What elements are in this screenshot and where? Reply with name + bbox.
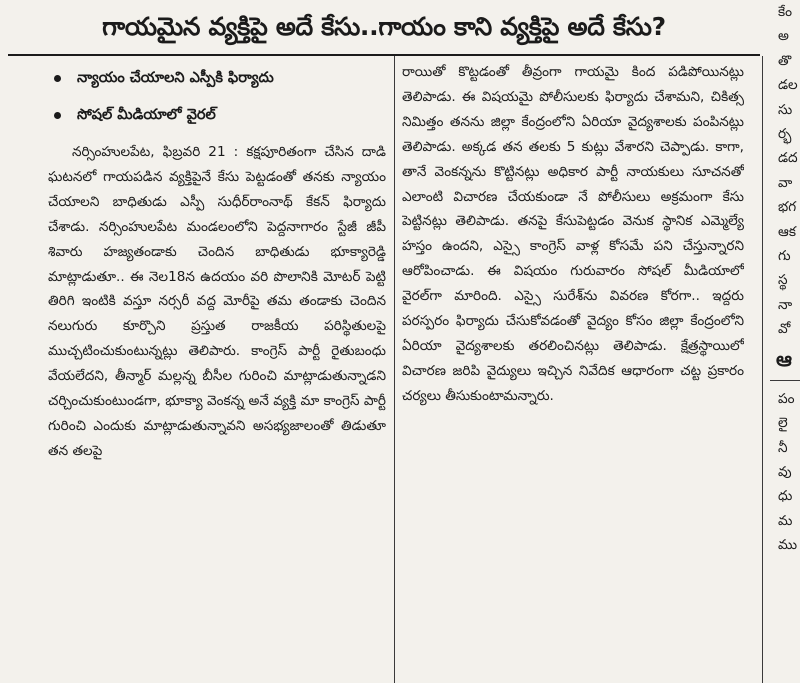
subhead-2 — [48, 97, 386, 134]
side-line: ర్భ — [778, 126, 792, 143]
column-divider-right — [762, 56, 763, 683]
headline-rule — [8, 54, 760, 56]
side-line: ధు — [778, 488, 793, 505]
side-line: వు — [778, 463, 792, 480]
subhead-1-text: న్యాయం చేయాలని ఎస్పీకి ఫిర్యాదు — [77, 70, 274, 87]
bullet-icon — [54, 112, 61, 119]
side-line: వో — [778, 321, 791, 338]
article-column-1 — [48, 60, 386, 683]
side-line: మ — [778, 512, 793, 529]
side-heading: ఆ — [776, 346, 792, 371]
side-line: నీ — [778, 439, 788, 456]
article-text-col1: నర్సింహులపేట, ఫిబ్రవరి 21 : కక్షపూరితంగా చేసిన దాడి ఘటనలో గాయపడిన వ్యక్తిపైనే కేసు పెట్టడంతో తనకు న్యాయం చేయాలని బాధితుడు ఎస్పీ సుధీర్‌రాంనాథ్ కేకన్ ఫిర్యాదు చేశాడు. నర్సింహులపేట మండలంలోని పెద్దనాగారం స్టేజీ జీపీ శివారు హజ్యతండాకు చెందిన బాధితుడు భూక్యారెడ్డి మాట్లాడుతూ.. ఈ నెల18న ఉదయం వరి పొలానికి మోటర్ పెట్టి తిరిగి ఇంటికి వస్తూ నర్సరీ వద్ద మోరీపై తమ తండాకు చెందిన నలుగురు కూర్చొని ప్రస్తుత రాజకీయ పరిస్థితులపై ముచ్చటించుకుంటున్నట్లు తెలిపారు. కాంగ్రెస్ పార్టీ రైతుబంధు వేయలేదని, తీన్మార్ మల్లన్న బీసీల గురించి మాట్లాడుతున్నాడని చర్చించుకుంటుండగా, భూక్యా వెంకన్న అనే వ్యక్తి మా కాంగ్రెస్ పార్టీ గురించి ఎందుకు మాట్లాడుతున్నావని అసభ్యజాలంతో తిడుతూ తన తలపై — [48, 144, 386, 459]
side-line: ము — [778, 537, 798, 554]
headline: గాయమైన వ్యక్తిపై అదే కేసు..గాయం కాని వ్యక్తిపై అదే కేసు? — [102, 12, 666, 41]
side-rule — [770, 380, 800, 381]
side-line: స్థ — [778, 272, 788, 289]
side-line: పం — [778, 390, 795, 407]
side-line: సు — [778, 101, 793, 118]
side-line: కేం — [778, 4, 792, 20]
column-divider — [394, 56, 395, 683]
side-line: భగ — [778, 199, 797, 216]
subhead-2-text: సోషల్ మీడియాలో వైరల్ — [77, 107, 216, 124]
article-text-col2: రాయితో కొట్టడంతో తీవ్రంగా గాయమై కింద పడిపోయినట్లు తెలిపాడు. ఈ విషయమై పోలీసులకు ఫిర్యాదు చేశామని, చికిత్స నిమిత్తం తనను జిల్లా కేంద్రంలోని ఏరియా వైద్యశాలకు పంపినట్లు తెలిపాడు. అక్కడ తన తలకు 5 కుట్లు వేశారని చెప్పాడు. కాగా, తానే వెంకన్నను కొట్టినట్లు అధికార పార్టీ నాయకులు సూచనతో ఎలాంటి విచారణ చేయకుండా నే పోలీసులు అక్రమంగా కేసు పెట్టినట్లు తెలిపాడు. తనపై కేసుపెట్టడం వెనుక స్థానిక ఎమ్మెల్యే హస్తం ఉందని, ఎస్సై కాంగ్రెస్ వాళ్ల కోసమే పని చేస్తున్నారని ఆరోపించాడు. ఈ విషయం గురువారం సోషల్ మీడియాలో వైరల్‌గా మారింది. ఎస్సై సురేశ్‌ను వివరణ కోరగా.. ఇద్దరు పరస్పరం ఫిర్యాదు చేసుకోవడంతో వైద్యం కోసం జిల్లా కేంద్రంలోని ఏరియా వైద్యశాలకు తరలించినట్లు తెలిపాడు. క్షేత్రస్థాయిలో విచారణ జరిపి వైద్యులు ఇచ్చిన నివేదిక ఆధారంగా చట్ట ప్రకారం చర్యలు తీసుకుంటామన్నారు. — [402, 64, 744, 404]
subhead-1 — [48, 60, 386, 97]
adjacent-article-column — [770, 0, 800, 683]
bullet-icon — [54, 75, 61, 82]
side-line: ఆక — [778, 223, 796, 240]
side-lines-bottom — [770, 387, 800, 558]
side-line: నా — [778, 296, 793, 313]
side-line: అ — [778, 28, 789, 45]
side-line: గు — [778, 248, 791, 265]
side-lines-top — [770, 0, 800, 342]
side-line: వా — [778, 174, 793, 191]
side-line: తొ — [778, 52, 792, 69]
side-line: డల — [778, 77, 798, 94]
side-line: లై — [778, 415, 788, 432]
side-line: డద — [778, 150, 798, 167]
article-column-2 — [402, 60, 744, 683]
